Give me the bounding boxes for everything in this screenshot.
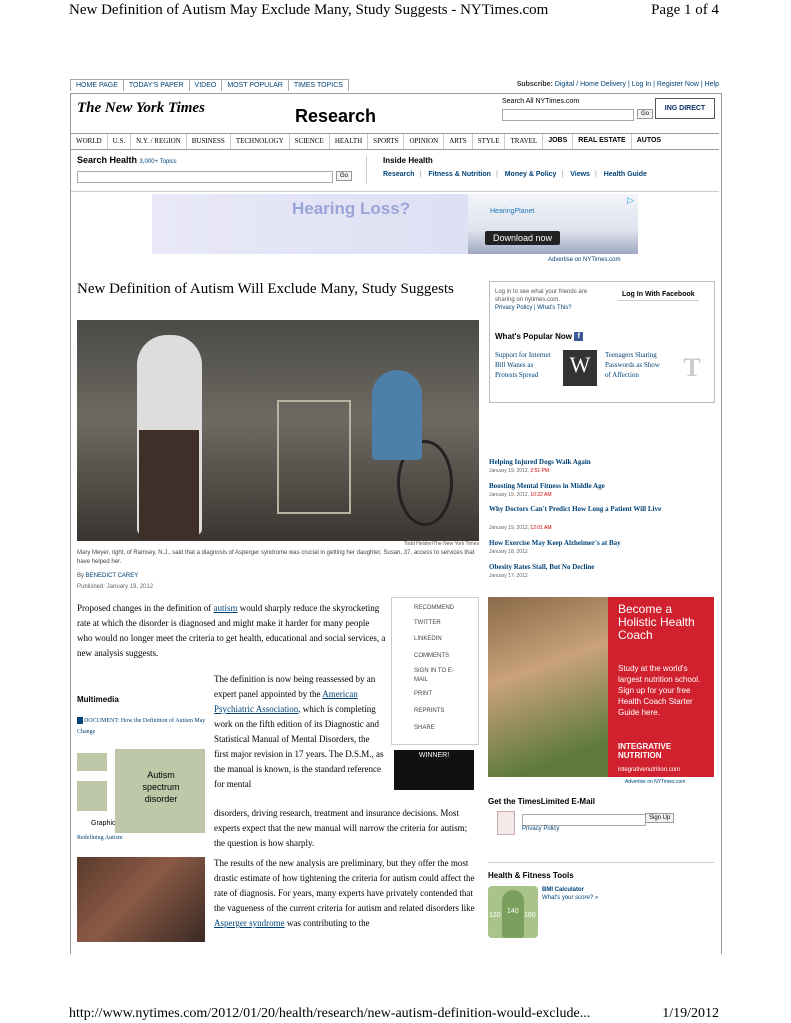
divider — [71, 191, 719, 192]
paragraph — [214, 856, 476, 931]
search-health-count[interactable]: 3,000+ Topics — [139, 159, 177, 165]
email-input[interactable] — [522, 814, 646, 826]
section-science[interactable]: SCIENCE — [290, 134, 330, 149]
text: would sharply reduce the skyrocketing rate at which the disorder is diagnosed and might make it harder for many people who would no longer meet the criteria to get health, educational and social services, a new analysis suggests. — [77, 603, 386, 658]
facebook-text — [495, 288, 605, 312]
time-text: 12:01 AM — [530, 525, 552, 531]
paragraph — [77, 601, 387, 661]
section-sports[interactable]: SPORTS — [368, 134, 404, 149]
inside-health-views[interactable]: Views — [570, 171, 590, 178]
print-page-number: Page 1 of 4 — [651, 2, 719, 18]
ad-brand: HearingPlanet — [490, 208, 535, 215]
related-date: January 17, 2012 — [489, 573, 528, 579]
bmi-score-link[interactable]: What's your score? » — [542, 895, 599, 901]
search-health-input[interactable] — [77, 171, 333, 183]
inside-health-fitness[interactable]: Fitness & Nutrition — [428, 171, 491, 178]
related-link[interactable]: How Exercise May Keep Alzheimer's at Bay — [489, 539, 621, 547]
arrow-shape — [77, 799, 107, 811]
section-nav — [71, 133, 719, 150]
related-date — [489, 492, 552, 498]
related-link[interactable]: Why Doctors Can't Predict How Long a Patient Will Live — [489, 505, 662, 513]
photo-caption: Mary Meyer, right, of Ramsey, N.J., said that a diagnosis of Asperger syndrome was crucial in getting her daughter, Susan, 37, access to services that have helped her. — [77, 550, 475, 565]
advertise-link[interactable]: Advertise on NYTimes.com — [625, 779, 686, 785]
person-shape — [372, 370, 422, 460]
chair-shape — [277, 400, 351, 514]
subscribe-links[interactable]: Digital / Home Delivery | Log In | Register Now | Help — [554, 81, 719, 88]
print-date: 1/19/2012 — [662, 1006, 719, 1021]
divider — [366, 156, 367, 184]
graphic-thumbnail[interactable] — [77, 749, 205, 833]
document-link[interactable] — [77, 716, 207, 738]
inside-health-research[interactable]: Research — [383, 171, 415, 178]
hearing-ad[interactable] — [152, 194, 638, 254]
person-shape — [139, 430, 199, 540]
inside-health-guide[interactable]: Health Guide — [603, 171, 647, 178]
whats-popular-text: What's Popular Now — [495, 332, 573, 341]
nyt-logo[interactable]: The New York Times — [77, 100, 205, 116]
ad-headline: Hearing Loss? — [292, 199, 411, 218]
nav-todays-paper[interactable]: TODAY'S PAPER — [123, 79, 190, 91]
related-link[interactable]: Boosting Mental Fitness in Middle Age — [489, 482, 605, 490]
facebook-login-button[interactable]: Log In With Facebook — [618, 289, 699, 301]
email-icon — [497, 811, 515, 835]
arrow-shape — [77, 753, 107, 771]
date-text: January 19, 2012, — [489, 468, 531, 474]
inside-health-money[interactable]: Money & Policy — [504, 171, 557, 178]
winner-badge[interactable] — [394, 750, 474, 790]
video-thumbnail[interactable] — [77, 857, 205, 942]
ad-logo: INTEGRATIVE NUTRITION — [618, 742, 672, 760]
section-technology[interactable]: TECHNOLOGY — [231, 134, 290, 149]
email-signup-button[interactable]: Sign Up — [645, 813, 674, 823]
facebook-privacy-link[interactable]: Privacy Policy | What's This? — [495, 305, 572, 311]
share-twitter[interactable]: TWITTER — [414, 620, 441, 626]
ad-download-button[interactable]: Download now — [485, 231, 560, 245]
adchoices-icon[interactable]: ▷ — [627, 195, 634, 205]
share-share[interactable]: SHARE — [414, 725, 435, 731]
search-health-go-button[interactable]: Go — [336, 171, 352, 181]
related-date — [489, 468, 549, 474]
ad-panel — [468, 194, 638, 254]
byline-prefix: By — [77, 573, 86, 579]
share-print[interactable]: PRINT — [414, 691, 432, 697]
search-health-title: Search Health — [77, 155, 138, 165]
section-real-estate[interactable]: REAL ESTATE — [573, 134, 631, 149]
share-tools — [391, 597, 479, 745]
bmi-number: 160 — [524, 912, 536, 919]
health-tools-title: Health & Fitness Tools — [488, 871, 574, 880]
related-link[interactable]: Obesity Rates Stall, But No Decline — [489, 563, 595, 571]
facebook-message: Log in to see what your friends are sharing on nytimes.com. — [495, 289, 588, 303]
document-text: DOCUMENT: How the Definition of Autism May Change — [77, 718, 206, 735]
paragraph: disorders, driving research, treatment and insurance decisions. Most experts expect that the new manual will narrow the criteria for autism; the question is how sharply. — [214, 808, 468, 848]
facebook-icon: f — [574, 332, 583, 341]
search-all-label: Search All NYTimes.com — [502, 98, 580, 105]
text: was contributing to the — [284, 918, 370, 928]
bmi-number: 140 — [507, 908, 519, 915]
section-business[interactable]: BUSINESS — [187, 134, 231, 149]
published-date: Published: January 19, 2012 — [77, 584, 154, 590]
subscribe-label: Subscribe: — [516, 81, 555, 88]
related-link[interactable]: Helping Injured Dogs Walk Again — [489, 458, 591, 466]
related-date — [489, 525, 552, 531]
nutrition-ad[interactable] — [488, 597, 714, 777]
winner-text: WINNER! — [418, 752, 450, 759]
text: Proposed changes in the definition of — [77, 603, 214, 613]
ad-photo — [488, 597, 608, 777]
article-photo[interactable] — [77, 320, 479, 541]
bmi-calculator-link[interactable]: BMI Calculator — [542, 887, 585, 893]
author-link[interactable]: BENEDICT CAREY — [85, 573, 139, 579]
nav-video[interactable]: VIDEO — [189, 79, 223, 91]
article-headline: New Definition of Autism Will Exclude Many, Study Suggests — [77, 281, 454, 297]
multimedia-label: Multimedia — [77, 695, 119, 704]
divider — [488, 862, 714, 863]
popular-item-link[interactable]: Support for Internet Bill Wanes as Protests Spread — [495, 351, 551, 379]
top-nav — [70, 79, 348, 91]
section-jobs[interactable]: JOBS — [543, 134, 573, 149]
section-arts[interactable]: ARTS — [444, 134, 472, 149]
bmi-thumbnail[interactable] — [488, 886, 538, 938]
text: The results of the new analysis are preliminary, but they offer the most drastic estimate of how tightening the criteria for autism could affect the rate of diagnosis. For years, many experts have privately contended that the vagueness of the current criteria for autism and related disorders like — [214, 858, 475, 913]
sponsor-logo[interactable]: ING DIRECT — [655, 98, 715, 119]
text: , which is completing work on the fifth edition of its Diagnostic and Statistical Manual of Mental Disorders, the first major revision in 17 years. The D.S.M., as the manual is known, is the standard reference for mental — [214, 704, 384, 789]
print-url: http://www.nytimes.com/2012/01/20/health/research/new-autism-definition-would-exclude... — [69, 1006, 591, 1021]
arrow-shape — [77, 781, 107, 799]
section-ny-region[interactable]: N.Y. / REGION — [131, 134, 187, 149]
text: The definition is now being reassessed by an expert panel appointed by the — [214, 674, 376, 699]
document-icon — [77, 717, 83, 724]
wikipedia-thumbnail[interactable]: W — [563, 350, 597, 386]
share-comments[interactable]: COMMENTS — [414, 653, 449, 659]
ad-headline: Become a Holistic Health Coach — [618, 602, 695, 642]
graphic-text: Autism spectrum disorder — [142, 770, 180, 804]
apa-link[interactable]: American Psychiatric Association — [214, 689, 358, 714]
ad-url: integrativenutrition.com — [618, 767, 681, 773]
section-world[interactable]: WORLD — [71, 134, 108, 149]
share-email[interactable]: SIGN IN TO E-MAIL — [414, 668, 454, 683]
search-all-go-button[interactable]: Go — [637, 109, 653, 119]
share-recommend[interactable]: RECOMMEND — [414, 605, 454, 611]
whats-popular-title — [495, 332, 583, 341]
section-autos[interactable]: AUTOS — [636, 137, 662, 144]
search-all-input[interactable] — [502, 109, 634, 121]
advertise-link[interactable]: Advertise on NYTimes.com — [548, 257, 621, 263]
inside-health-links: Research | Fitness & Nutrition | Money & Policy | Views | Health Guide — [383, 171, 647, 178]
nav-most-popular[interactable]: MOST POPULAR — [221, 79, 289, 91]
related-date: January 18, 2012 — [489, 549, 528, 555]
share-linkedin[interactable]: LINKEDIN — [414, 636, 442, 642]
graphic-title-link[interactable]: Redefining Autism — [77, 835, 123, 841]
print-title: New Definition of Autism May Exclude Many, Study Suggests - NYTimes.com — [69, 2, 549, 18]
date-text: January 19, 2012, — [489, 525, 531, 531]
email-privacy-link[interactable]: Privacy Policy — [522, 826, 560, 832]
section-opinion[interactable]: OPINION — [404, 134, 444, 149]
facebook-box — [489, 281, 715, 403]
section-travel[interactable]: TRAVEL — [505, 134, 543, 149]
time-text: 10:22 AM — [530, 492, 552, 498]
search-health-label — [77, 155, 177, 165]
paragraph — [214, 672, 384, 792]
photo-credit: Todd Heisler/The New York Times — [403, 541, 479, 547]
inside-health-label: Inside Health — [383, 156, 433, 165]
nyt-t-thumbnail[interactable]: T — [683, 353, 701, 382]
share-reprints[interactable]: REPRINTS — [414, 708, 445, 714]
byline — [77, 573, 138, 579]
section-health[interactable]: HEALTH — [330, 134, 368, 149]
autism-link[interactable]: autism — [213, 603, 238, 613]
email-signup-title: Get the TimesLimited E-Mail — [488, 797, 595, 806]
nav-home-page[interactable]: HOME PAGE — [70, 79, 124, 91]
date-text: January 19, 2012, — [489, 492, 531, 498]
section-title: Research — [295, 106, 377, 126]
subscribe-bar — [517, 81, 719, 88]
popular-item-link[interactable]: Teenagers Sharing Passwords as Show of Affection — [605, 351, 660, 379]
nav-times-topics[interactable]: TIMES TOPICS — [288, 79, 349, 91]
section-us[interactable]: U.S. — [108, 134, 131, 149]
ad-subtext: Study at the world's largest nutrition school. Sign up for your free Health Coach Starter Guide here. — [618, 664, 701, 717]
section-style[interactable]: STYLE — [473, 134, 506, 149]
asperger-link[interactable]: Asperger syndrome — [214, 918, 285, 928]
graphic-label: Graphic — [91, 820, 116, 827]
bmi-number: 120 — [489, 912, 501, 919]
time-text: 2:51 PM — [530, 468, 550, 474]
